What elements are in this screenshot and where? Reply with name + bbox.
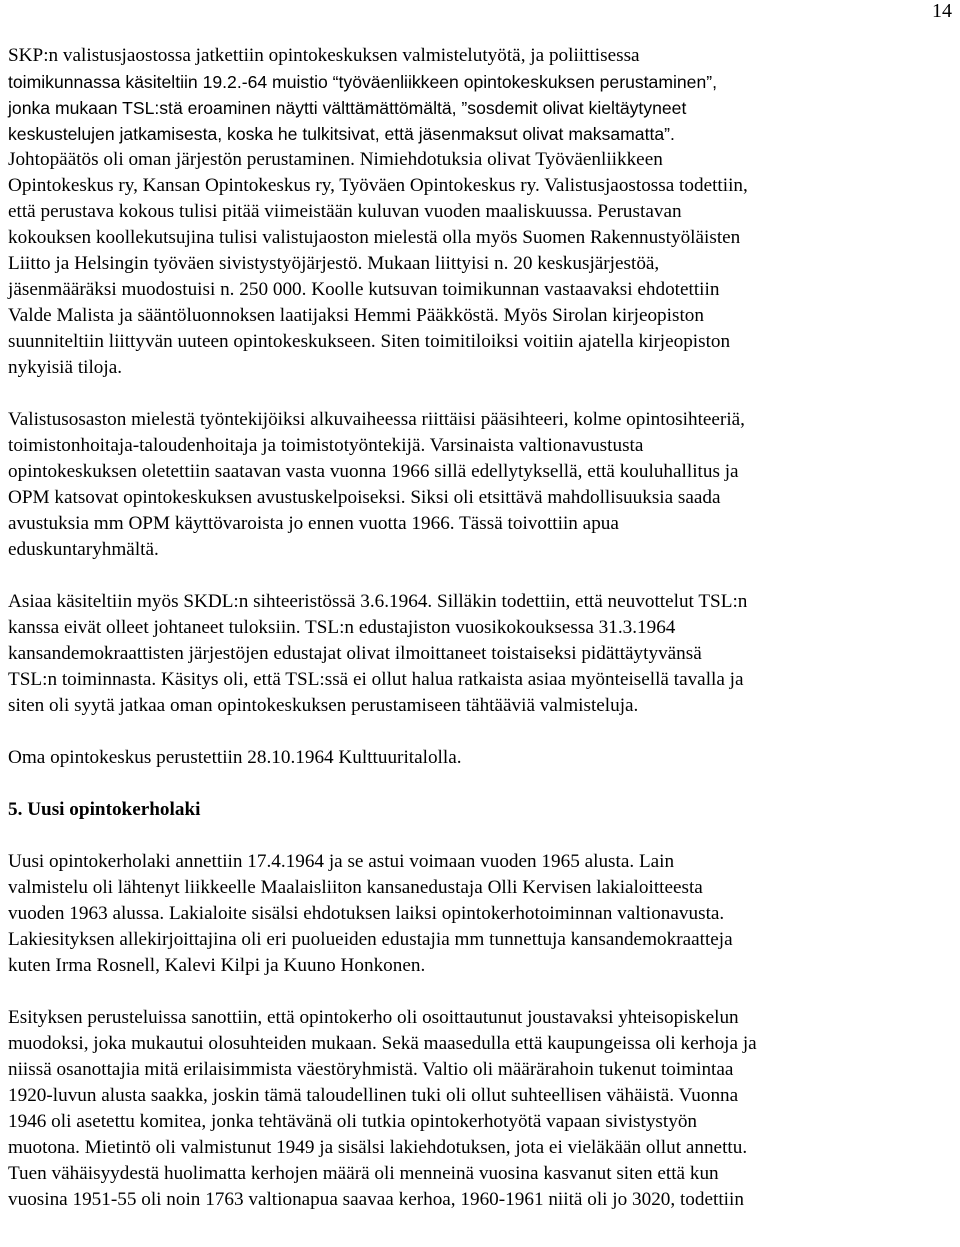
text-line: Johtopäätös oli oman järjestön perustaminen. Nimiehdotuksia olivat Työväenliikkeen — [8, 149, 663, 170]
text-line: opintokeskuksen oletettiin saatavan vasta vuonna 1966 sillä edellytyksellä, että kouluhallitus ja — [8, 461, 739, 482]
text-line: 1920-luvun alusta saakka, joskin tämä taloudellinen tuki oli ollut suhteellisen vähäistä. Vuonna — [8, 1085, 739, 1106]
text-line: kansandemokraattisten järjestöjen edustajat olivat ilmoittaneet toistaiseksi pidättäytyvänsä — [8, 643, 702, 664]
text-line: kokouksen koollekutsujina tulisi valistujaoston mielestä olla myös Suomen Rakennustyöläisten — [8, 227, 741, 248]
text-line: eduskuntaryhmältä. — [8, 539, 159, 560]
text-line: Asiaa käsiteltiin myös SKDL:n sihteeristössä 3.6.1964. Silläkin todettiin, että neuvottelut TSL:n — [8, 591, 748, 612]
text-line: Oma opintokeskus perustettiin 28.10.1964 Kulttuuritalolla. — [8, 747, 462, 768]
text-line: keskustelujen jatkamisesta, koska he tulkitsivat, että jäsenmaksut olivat maksamatta”. — [8, 124, 675, 144]
text-line: Opintokeskus ry, Kansan Opintokeskus ry, Työväen Opintokeskus ry. Valistusjaostossa todettiin, — [8, 175, 748, 196]
text-line: jäsenmääräksi muodostuisi n. 250 000. Koolle kutsuvan toimikunnan vastaavaksi ehdotettiin — [8, 279, 720, 300]
paragraph-3 — [8, 589, 944, 719]
text-line: Liitto ja Helsingin työväen sivistystyöjärjestö. Mukaan liittyisi n. 20 keskusjärjestöä, — [8, 253, 660, 274]
text-line: toimistonhoitaja-taloudenhoitaja ja toimistotyöntekijä. Varsinaista valtionavustusta — [8, 435, 644, 456]
text-line: kuten Irma Rosnell, Kalevi Kilpi ja Kuuno Honkonen. — [8, 955, 426, 976]
page-number: 14 — [932, 0, 952, 22]
text-line: OPM katsovat opintokeskuksen avustuskelpoiseksi. Siksi oli etsittävä mahdollisuuksia saada — [8, 487, 721, 508]
text-line: että perustava kokous tulisi pitää viimeistään kuluvan vuoden maaliskuussa. Perustavan — [8, 201, 682, 222]
text-line: 1946 oli asetettu komitea, jonka tehtävänä oli tutkia opintokerhotyötä vapaan sivistystyön — [8, 1111, 698, 1132]
paragraph-2 — [8, 407, 944, 563]
text-line: Valde Malista ja sääntöluonnoksen laatijaksi Hemmi Pääkköstä. Myös Sirolan kirjeopiston — [8, 305, 704, 326]
text-line: valmistelu oli lähtenyt liikkeelle Maalaisliiton kansanedustaja Olli Kervisen lakialoitteesta — [8, 877, 703, 898]
paragraph-5 — [8, 849, 944, 979]
document-body — [8, 43, 944, 1213]
text-line: vuosina 1951-55 oli noin 1763 valtionapua saavaa kerhoa, 1960-1961 niitä oli jo 3020, todettiin — [8, 1189, 744, 1210]
text-line: toimikunnassa käsiteltiin 19.2.-64 muistio “työväenliikkeen opintokeskuksen perustaminen”, — [8, 72, 717, 92]
text-line: niissä osanottajia mitä erilaisimmista väestöryhmistä. Valtio oli määrärahoin tukenut toimintaa — [8, 1059, 734, 1080]
section-heading: 5. Uusi opintokerholaki — [8, 799, 201, 820]
text-line: Esityksen perusteluissa sanottiin, että opintokerho oli osoittautunut joustavaksi yhteisopiskelun — [8, 1007, 739, 1028]
text-line: Lakiesityksen allekirjoittajina oli eri puolueiden edustajia mm tunnettuja kansandemokraatteja — [8, 929, 733, 950]
text-line: kanssa eivät olleet johtaneet tuloksiin. TSL:n edustajiston vuosikokouksessa 31.3.1964 — [8, 617, 676, 638]
text-line: vuoden 1963 alussa. Lakialoite sisälsi ehdotuksen laiksi opintokerhotoiminnan valtionavusta. — [8, 903, 725, 924]
text-line: jonka mukaan TSL:stä eroaminen näytti välttämättömältä, ”sosdemit olivat kieltäytyneet — [8, 98, 687, 118]
paragraph-1 — [8, 43, 944, 381]
text-line: Valistusosaston mielestä työntekijöiksi alkuvaiheessa riittäisi pääsihteeri, kolme opintosihteeriä, — [8, 409, 745, 430]
text-line: muotona. Mietintö oli valmistunut 1949 ja sisälsi lakiehdotuksen, jota ei vieläkään ollut annettu. — [8, 1137, 748, 1158]
text-line: suunniteltiin liittyvän uuteen opintokeskukseen. Siten toimitiloiksi voitiin ajatella kirjeopiston — [8, 331, 731, 352]
paragraph-4 — [8, 745, 944, 771]
text-line: siten oli syytä jatkaa oman opintokeskuksen perustamiseen tähtääviä valmisteluja. — [8, 695, 639, 716]
text-line: TSL:n toiminnasta. Käsitys oli, että TSL:ssä ei ollut halua ratkaista asiaa myönteisellä tavalla ja — [8, 669, 744, 690]
text-line: SKP:n valistusjaostossa jatkettiin opintokeskuksen valmistelutyötä, ja poliittisessa — [8, 45, 640, 66]
text-line: nykyisiä tiloja. — [8, 357, 123, 378]
text-line: muodoksi, joka mukautui olosuhteiden mukaan. Sekä maasedulla että kaupungeissa oli kerhoja ja — [8, 1033, 757, 1054]
text-line: Uusi opintokerholaki annettiin 17.4.1964 ja se astui voimaan vuoden 1965 alusta. Lain — [8, 851, 675, 872]
text-line: Tuen vähäisyydestä huolimatta kerhojen määrä oli menneinä vuosina kasvanut siten että kun — [8, 1163, 719, 1184]
text-line: avustuksia mm OPM käyttövaroista jo ennen vuotta 1966. Tässä toivottiin apua — [8, 513, 619, 534]
paragraph-6 — [8, 1005, 944, 1213]
